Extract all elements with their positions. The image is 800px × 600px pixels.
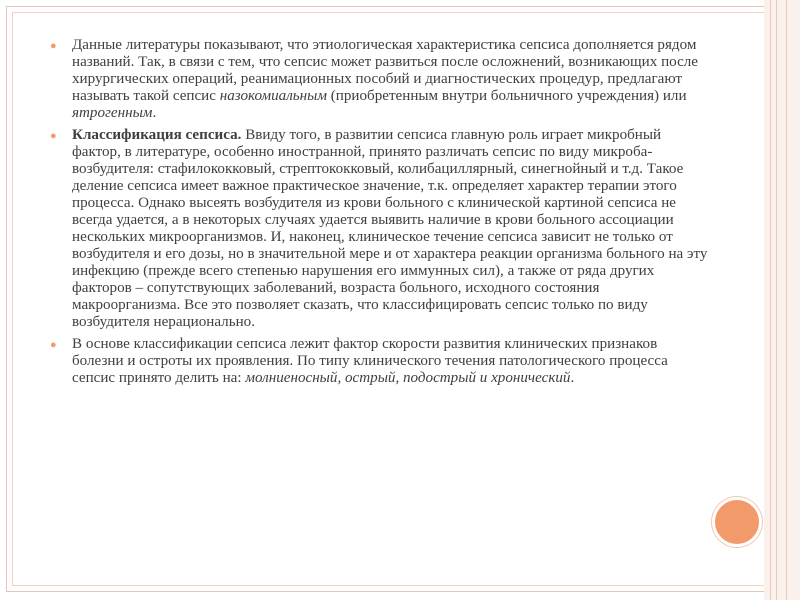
band-line: [776, 0, 777, 600]
slide-body: [50, 37, 710, 392]
bullet-icon: ●: [50, 130, 57, 142]
slide-right-band: [764, 0, 800, 600]
paragraph-etiology: [50, 37, 710, 122]
paragraph-clinical-course: [50, 336, 710, 387]
bullet-icon: ●: [50, 40, 57, 52]
paragraph-text: .: [152, 105, 157, 121]
paragraph-text: Данные литературы показывают, что этиологическая характеристика сепсиса дополняется рядом названий. Так, в связи с тем, что сепсис может развиться после осложнений, возникающих после хирургических операций, реанимационных пособий и диагностических процедур, предлагают называть такой сепсис: [72, 37, 698, 104]
band-line: [786, 0, 787, 600]
paragraph-text: .: [570, 370, 575, 386]
bullet-icon: ●: [50, 339, 57, 351]
classification-heading: Классификация сепсиса.: [72, 127, 242, 143]
paragraph-classification: [50, 127, 710, 331]
term-iatrogenic: ятрогенным: [72, 105, 153, 121]
paragraph-text: В основе классификации сепсиса лежит фактор скорости развития клинических признаков болезни и остроты их проявления. По типу клинического течения патологического процесса сепсис принято делить на:: [72, 336, 668, 386]
paragraph-text: (приобретенным внутри больничного учреждения) или: [326, 88, 687, 104]
paragraph-text: Ввиду того, в развитии сепсиса главную роль играет микробный фактор, в литературе, особенно иностранной, принято различать сепсис по виду микроба-возбудителя: стафилококковый, стрептококковый, колибациллярный, синегнойный и т.д. Такое деление сепсиса имеет важное практическое значение, т.к. определяет характер терапии этого процесса. Однако высеять возбудителя из крови больного с клинической картиной сепсиса не всегда удается, а в некоторых случаях удается выявить наличие в крови больного ассоциации нескольких микроорганизмов. И, наконец, клиническое течение сепсиса зависит не только от возбудителя и его дозы, но в значительной мере и от характера реакции организма больного на эту инфекцию (прежде всего степенью нарушения его иммунных сил), а также от ряда других факторов – сопутствующих заболеваний, возраста больного, исходного состояния макроорганизма. Все это позволяет сказать, что классифицировать сепсис только по виду возбудителя нерационально.: [72, 127, 708, 330]
band-line: [770, 0, 771, 600]
term-nosocomial: назокомиальным: [219, 88, 327, 104]
accent-circle: [712, 497, 762, 547]
course-types: молниеносный, острый, подострый и хронический: [245, 370, 571, 386]
